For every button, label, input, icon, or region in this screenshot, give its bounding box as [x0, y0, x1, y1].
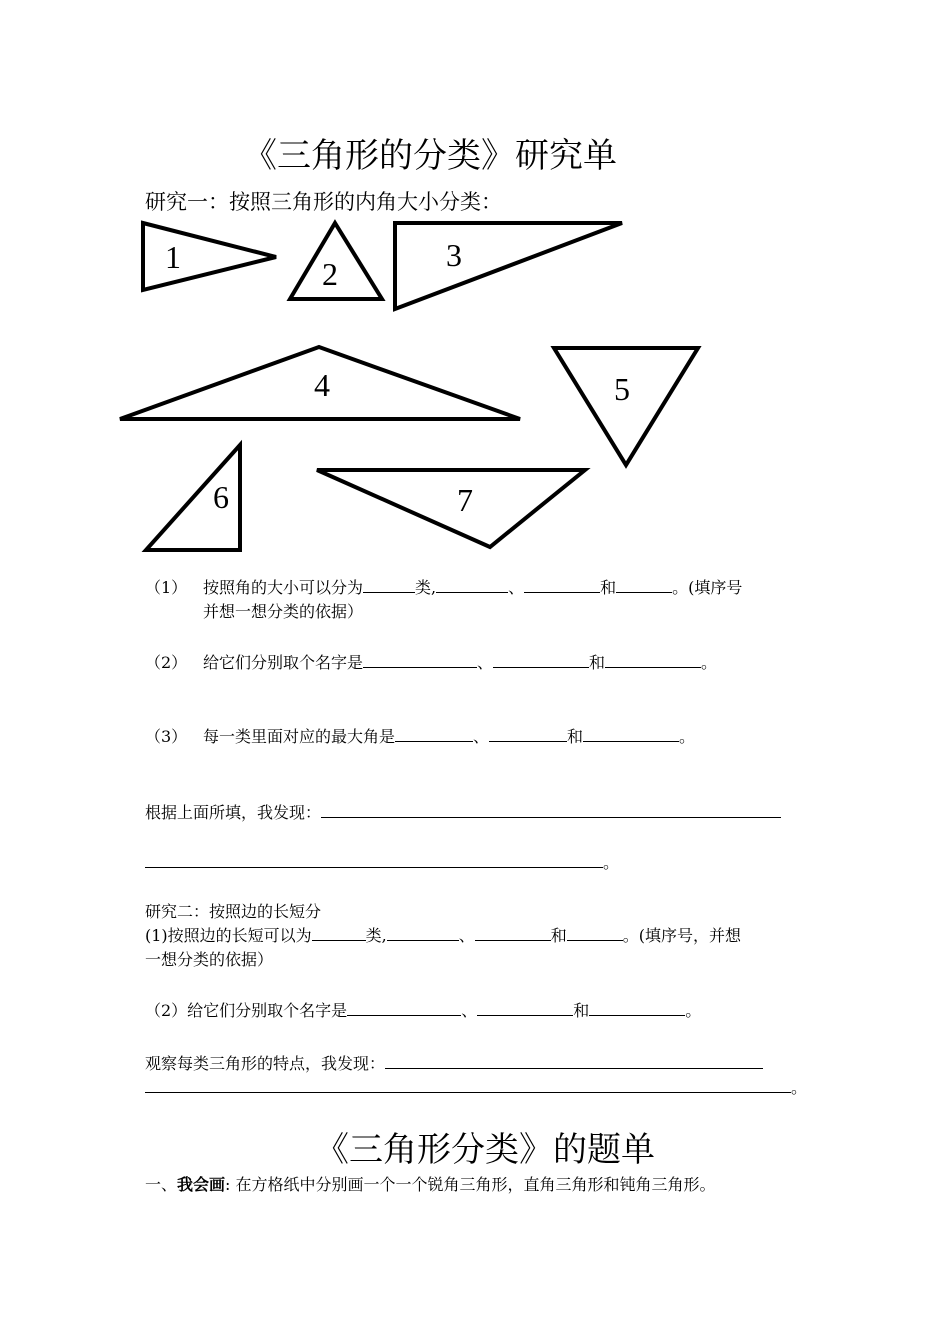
triangle-7: [317, 470, 585, 547]
observation-line-1[interactable]: [385, 1068, 763, 1069]
blank-field[interactable]: [524, 592, 600, 593]
observation-line-2[interactable]: [145, 1092, 791, 1093]
triangle-label-1: 1: [165, 239, 181, 275]
blank-field[interactable]: [567, 940, 623, 941]
finding-line-2[interactable]: [145, 867, 603, 868]
blank-field[interactable]: [363, 667, 477, 668]
blank-field[interactable]: [347, 1015, 461, 1016]
triangle-label-2: 2: [322, 256, 338, 292]
blank-field[interactable]: [475, 940, 551, 941]
triangle-label-4: 4: [314, 367, 330, 403]
triangle-label-7: 7: [457, 482, 473, 518]
blank-field[interactable]: [605, 667, 701, 668]
blank-field[interactable]: [436, 592, 508, 593]
study2-q2-text: （2）给它们分别取个名字是: [145, 1001, 348, 1020]
study1-q2-number: （2）: [145, 653, 188, 672]
study1-q3-text: 每一类里面对应的最大角是: [203, 727, 396, 746]
blank-field[interactable]: [489, 741, 567, 742]
study2-observation-label: 观察每类三角形的特点，我发现：: [145, 1054, 386, 1073]
study2-heading: 研究二：按照边的长短分: [145, 902, 322, 921]
blank-field[interactable]: [312, 940, 366, 941]
study1-q2-text: 给它们分别取个名字是: [203, 653, 364, 672]
study1-q1-number: （1）: [145, 578, 188, 597]
study1-q1-text: 按照角的大小可以分为: [203, 578, 364, 597]
blank-field[interactable]: [477, 1015, 573, 1016]
quiz-item-1: [145, 1172, 716, 1195]
triangle-label-5: 5: [614, 371, 630, 407]
blank-field[interactable]: [493, 667, 589, 668]
finding-line-1[interactable]: [321, 817, 781, 818]
quiz-item-1-text: : 在方格纸中分别画一个一个锐角三角形，直角三角形和钝角三角形。: [225, 1175, 716, 1194]
study1-q3-number: （3）: [145, 727, 188, 746]
quiz-item-1-bold: 我会画: [177, 1175, 226, 1194]
study2-q2: （2）给它们分别取个名字是 、 和 。: [145, 1001, 702, 1020]
blank-field[interactable]: [589, 1015, 685, 1016]
study2-q1-text: (1)按照边的长短可以为: [145, 926, 312, 945]
blank-field[interactable]: [395, 741, 473, 742]
study1-q3: 每一类里面对应的最大角是 、 和 。: [203, 727, 696, 746]
blank-field[interactable]: [583, 741, 679, 742]
blank-field[interactable]: [387, 940, 459, 941]
study1-finding-label: 根据上面所填，我发现：: [145, 803, 322, 822]
study1-q1-line2: 并想一想分类的依据）: [203, 602, 364, 621]
triangle-1: [143, 223, 276, 290]
study1-q1: 按照角的大小可以分为 类, 、 和 。(填序号: [203, 578, 743, 597]
study1-q2: 给它们分别取个名字是 、 和 。: [203, 653, 718, 672]
study2-q1: (1)按照边的长短可以为 类, 、 和 。(填序号，并想: [145, 926, 742, 945]
blank-field[interactable]: [363, 592, 415, 593]
triangle-label-6: 6: [213, 479, 229, 515]
triangle-figures: [0, 0, 950, 600]
study2-observation: [145, 1051, 763, 1074]
study1-heading: 研究一：按照三角形的内角大小分类：: [145, 190, 502, 214]
blank-field[interactable]: [616, 592, 672, 593]
quiz-title: 《三角形分类》的题单: [315, 1130, 655, 1170]
triangle-3: [395, 223, 622, 309]
study1-finding: [145, 800, 781, 823]
triangle-label-3: 3: [446, 237, 462, 273]
quiz-item-1-prefix: 一、: [145, 1175, 178, 1194]
study2-observation-line2: 。: [145, 1075, 807, 1098]
study1-finding-line2: 。: [145, 850, 619, 873]
study2-q1-line2: 一想分类的依据）: [145, 950, 274, 969]
page-title: 《三角形的分类》研究单: [243, 136, 617, 176]
